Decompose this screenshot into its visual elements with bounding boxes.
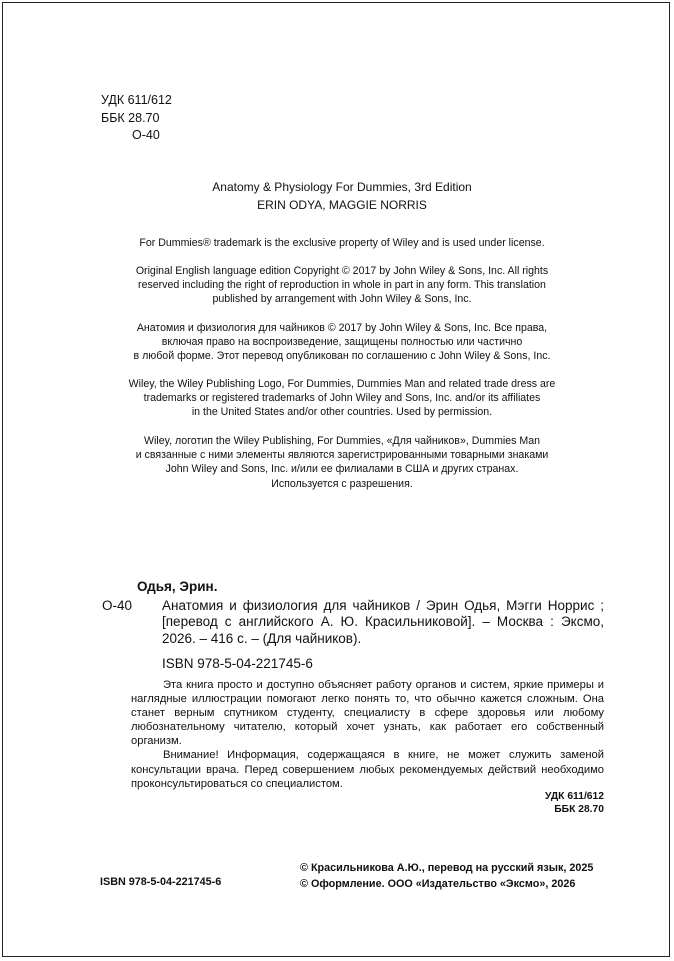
copyright-ru-line: Анатомия и физиология для чайников © 2017 by John Wiley & Sons, Inc. Все права, (136, 322, 548, 334)
trademarks-ru-line: и связанные с ними элементы являются зарегистрированными товарными знаками (135, 449, 549, 462)
original-title: Anatomy & Physiology For Dummies, 3rd Edition (212, 180, 472, 194)
catalog-description: Анатомия и физиология для чайников / Эрин Одья, Мэгги Норрис ; [перевод с английского А. Ю. Красильниковой]. – Москва : Эксмо, 2026. – 416 с. – (Для чайников). (162, 598, 604, 646)
udk-code: УДК 611/612 (101, 93, 172, 107)
copyright-en-line: reserved including the right of reproduction in whole in part in any form. This translation (138, 279, 546, 292)
trademark-notice (90, 236, 594, 250)
copyright-ru-line: в любой форме. Этот перевод опубликован по соглашению с John Wiley & Sons, Inc. (133, 350, 551, 363)
trademarks-ru-line: Wiley, логотип the Wiley Publishing, For Dummies, «Для чайников», Dummies Man (143, 435, 541, 447)
trademarks-en-line: trademarks or registered trademarks of John Wiley and Sons, Inc. and/or its affiliates (143, 392, 541, 405)
catalog-bbk: ББК 28.70 (554, 803, 604, 815)
catalog-classification (480, 791, 604, 816)
original-title-block (90, 178, 594, 214)
catalog-udk: УДК 611/612 (544, 791, 604, 802)
trademark-line: For Dummies® trademark is the exclusive property of Wiley and is used under license. (139, 237, 545, 249)
author-mark: О-40 (132, 128, 160, 142)
catalog-isbn: ISBN 978-5-04-221745-6 (162, 656, 313, 671)
bbk-code: ББК 28.70 (101, 110, 160, 125)
trademarks-en (90, 377, 594, 420)
annotation-warning: Внимание! Информация, содержащаяся в книге, не может служить заменой консультации врача. Перед совершением любых рекомендуемых действий необходимо проконсультироваться со специалистом. (131, 749, 604, 790)
catalog-author: Одья, Эрин. (137, 579, 218, 594)
trademarks-ru-line: John Wiley and Sons, Inc. и/или ее филиалами в США и других странах. (165, 463, 519, 476)
copyright-design: © Оформление. ООО «Издательство «Эксмо», 2026 (300, 877, 576, 890)
trademarks-ru-line: Используется с разрешения. (271, 477, 413, 490)
copyright-en (90, 264, 594, 307)
catalog-code: О-40 (102, 598, 133, 613)
copyright-translation: © Красильникова А.Ю., перевод на русский язык, 2025 (300, 862, 594, 874)
trademarks-en-line: Wiley, the Wiley Publishing Logo, For Dummies, Dummies Man and related trade dress are (128, 378, 556, 390)
annotation-paragraph: Эта книга просто и доступно объясняет работу органов и систем, яркие примеры и наглядные иллюстрации помогают легко понять то, что обычно кажется сложным. Она станет верным спутником студенту, специалисту в сфере здоровья или любому любознательному читателю, который хочет узнать, как работает его собственный организм. (131, 679, 604, 748)
annotation (131, 678, 604, 791)
classification-block (101, 92, 172, 145)
original-authors: ERIN ODYA, MAGGIE NORRIS (257, 198, 427, 212)
copyright-en-line: Original English language edition Copyright © 2017 by John Wiley & Sons, Inc. All rights (135, 265, 549, 277)
copyright-en-line: published by arrangement with John Wiley & Sons, Inc. (212, 293, 472, 306)
trademarks-ru (90, 434, 594, 491)
copyright-ru-line: включая право на воспроизведение, защищены полностью или частично (161, 336, 523, 349)
trademarks-en-line: in the United States and/or other countries. Used by permission. (191, 406, 493, 419)
footer-copyright (300, 861, 593, 892)
footer-isbn: ISBN 978-5-04-221745-6 (100, 876, 222, 888)
copyright-ru (90, 321, 594, 364)
